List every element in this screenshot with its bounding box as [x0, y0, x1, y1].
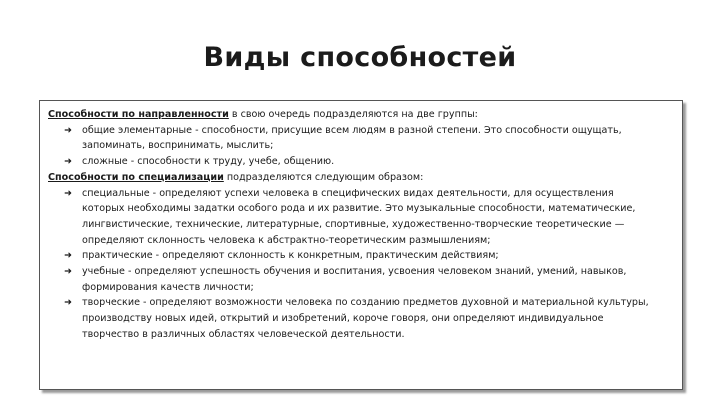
- list-item: [48, 248, 674, 264]
- section-1-intro: в свою очередь подразделяются на две группы:: [228, 109, 478, 120]
- list-item: [48, 154, 674, 170]
- list-item: [48, 186, 674, 249]
- section-2-intro: подразделяются следующим образом:: [223, 171, 424, 183]
- item-text: практические - определяют склонность к конкретным, практическим действиям;: [82, 250, 499, 262]
- item-text: которых необходимы задатки особого рода и их развитие. Это музыкальные способности, математические,: [82, 203, 636, 215]
- arrow-right-icon: ➜: [64, 187, 73, 199]
- item-text: производству новых идей, открытий и изобретений, короче говоря, они определяют индивидуальное: [82, 313, 604, 325]
- arrow-right-icon: ➜: [64, 297, 73, 309]
- arrow-right-icon: ➜: [64, 156, 73, 168]
- list-item: [48, 123, 674, 154]
- arrow-right-icon: ➜: [64, 266, 73, 278]
- list-item: [48, 264, 674, 295]
- slide-title: Виды способностей: [203, 42, 517, 73]
- item-text: лингвистические, технические, литературные, спортивные, художественно-творческие теоретические —: [82, 218, 625, 230]
- list-item: [48, 295, 674, 342]
- item-text: учебные - определяют успешность обучения и воспитания, усвоения человеком знаний, умений, навыков,: [82, 266, 627, 278]
- content-box: [39, 100, 683, 390]
- section-1-heading: Способности по направленности: [48, 109, 229, 120]
- arrow-right-icon: ➜: [64, 250, 73, 262]
- arrow-right-icon: ➜: [64, 124, 73, 136]
- section-1-header: [48, 107, 674, 123]
- section-2-header: [48, 170, 674, 186]
- item-text: формирования качеств личности;: [82, 281, 254, 293]
- item-text: специальные - определяют успехи человека в специфических видах деятельности, для осуществления: [82, 187, 614, 199]
- section-2-heading: Способности по специализации: [48, 171, 224, 183]
- item-text: общие элементарные - способности, присущие всем людям в разной степени. Это способности ощущать,: [82, 124, 622, 136]
- item-text: сложные - способности к труду, учебе, общению.: [82, 156, 335, 168]
- item-text: творческие - определяют возможности человека по созданию предметов духовной и материальной культуры,: [82, 297, 649, 309]
- item-text: творчество в различных областях человеческой деятельности.: [82, 328, 405, 340]
- item-text: запоминать, воспринимать, мыслить;: [82, 140, 274, 152]
- item-text: определяют склонность человека к абстрактно-теоретическим размышлениям;: [82, 234, 491, 246]
